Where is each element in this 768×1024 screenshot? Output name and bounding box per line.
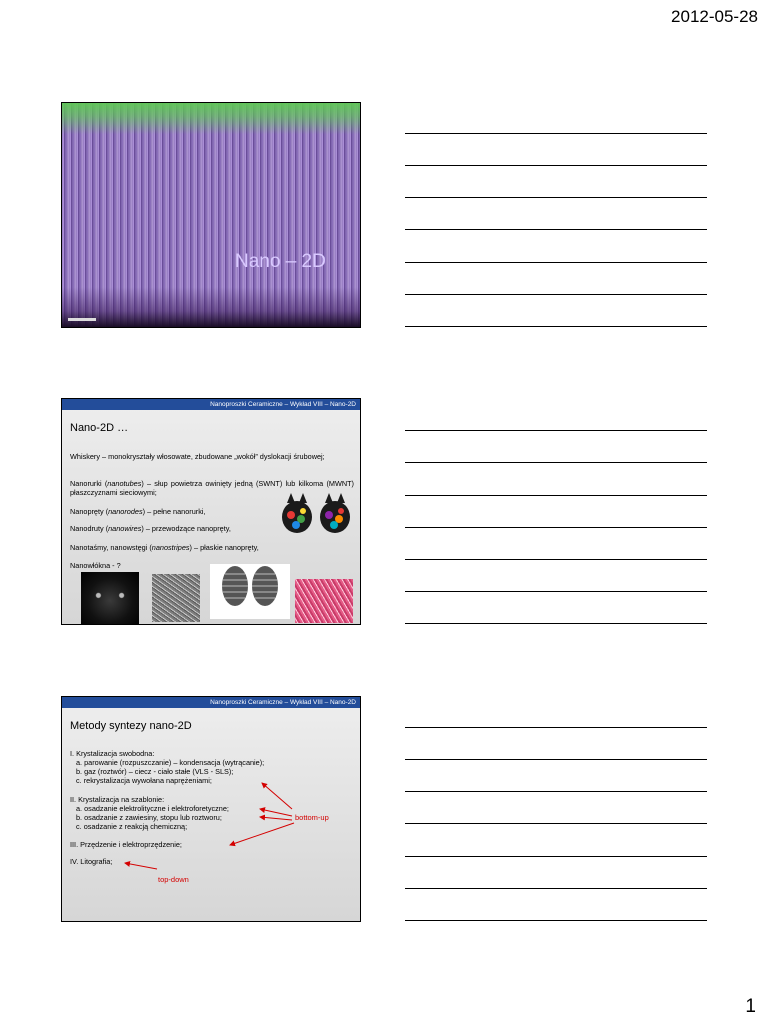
note-line xyxy=(405,165,707,166)
nanowire-image xyxy=(62,103,360,327)
slide-2 xyxy=(61,398,361,625)
method-line: III. Przędzenie i elektroprzędzenie; xyxy=(70,840,182,849)
slide-2-banner: Nanoproszki Ceramiczne – Wykład VIII – Nano-2D xyxy=(62,399,360,410)
slide-1 xyxy=(61,102,361,328)
method-line: IV. Litografia; xyxy=(70,857,113,866)
pink-nanostripes-photo xyxy=(295,579,353,623)
method-line: b. osadzanie z zawiesiny, stopu lub roztworu; xyxy=(76,813,222,822)
note-line xyxy=(405,623,707,624)
note-line xyxy=(405,559,707,560)
paragraph-nanowires: Nanodruty (nanowires) – przewodzące nanopręty, xyxy=(70,524,231,533)
note-line xyxy=(405,133,707,134)
note-line xyxy=(405,727,707,728)
slide-1-title: Nano – 2D xyxy=(235,251,326,272)
note-line xyxy=(405,759,707,760)
note-line xyxy=(405,856,707,857)
date-stamp: 2012-05-28 xyxy=(671,7,758,26)
top-down-label: top-down xyxy=(158,875,189,884)
slide-3-banner: Nanoproszki Ceramiczne – Wykład VIII – Nano-2D xyxy=(62,697,360,708)
paragraph-nanorods: Nanopręty (nanorodes) – pełne nanorurki, xyxy=(70,507,206,516)
method-line: c. osadzanie z reakcją chemiczną; xyxy=(76,822,188,831)
note-line xyxy=(405,197,707,198)
note-line xyxy=(405,591,707,592)
cat-whiskers-photo xyxy=(81,572,139,624)
scale-bar xyxy=(68,318,96,321)
slide-3-title: Metody syntezy nano-2D xyxy=(70,720,192,732)
slide-2-title: Nano-2D … xyxy=(70,422,129,434)
method-line: a. osadzanie elektrolityczne i elektroforetyczne; xyxy=(76,804,229,813)
note-line xyxy=(405,823,707,824)
paragraph-nanotubes: Nanorurki (nanotubes) – słup powietrza owinięty jedną (SWNT) lub kilkoma (MWNT) płaszczyznami sieciowymi; xyxy=(70,479,354,498)
paragraph-nanostripes: Nanotaśmy, nanowstęgi (nanostripes) – płaskie nanopręty, xyxy=(70,543,259,552)
method-line: b. gaz (roztwór) – ciecz - ciało stałe (VLS - SLS); xyxy=(76,767,234,776)
note-line xyxy=(405,462,707,463)
note-line xyxy=(405,888,707,889)
note-line xyxy=(405,495,707,496)
nanostructure-shells-image xyxy=(210,564,290,619)
note-line xyxy=(405,294,707,295)
paragraph-nanofibers: Nanowłókna - ? xyxy=(70,561,121,570)
note-line xyxy=(405,326,707,327)
note-line xyxy=(405,527,707,528)
sem-nanofiber-image xyxy=(152,574,200,622)
slide-3 xyxy=(61,696,361,922)
method-line: c. rekrystalizacja wywołana naprężeniami; xyxy=(76,776,212,785)
note-line xyxy=(405,920,707,921)
paragraph-whiskers: Whiskery – monokryształy włosowate, zbudowane „wokół” dyslokacji śrubowej; xyxy=(70,452,325,461)
method-line: II. Krystalizacja na szablonie: xyxy=(70,795,165,804)
cat-blob-illustration xyxy=(279,489,354,539)
note-line xyxy=(405,791,707,792)
note-line xyxy=(405,229,707,230)
page-number: 1 xyxy=(745,996,756,1017)
method-line: I. Krystalizacja swobodna: xyxy=(70,749,155,758)
note-line xyxy=(405,430,707,431)
method-line: a. parowanie (rozpuszczanie) – kondensacja (wytrącanie); xyxy=(76,758,265,767)
bottom-up-label: bottom-up xyxy=(295,813,329,822)
note-line xyxy=(405,262,707,263)
